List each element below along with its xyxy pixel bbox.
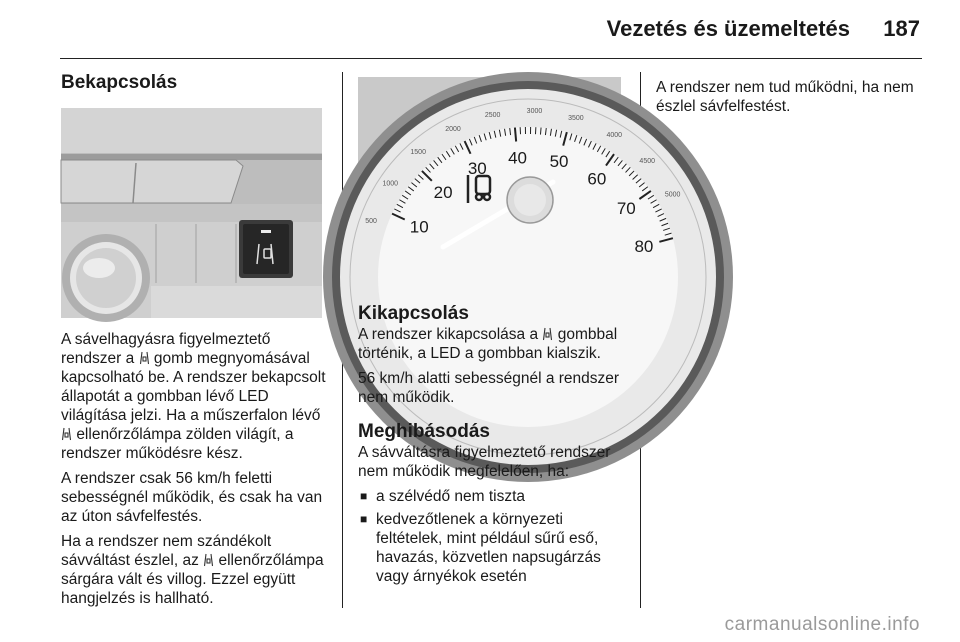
rpm-label: 1000 xyxy=(382,180,399,188)
paragraph xyxy=(358,325,630,363)
speedometer-dial xyxy=(358,77,681,286)
text-run: gombbal történik, a LED a gombban kialszik. xyxy=(358,326,618,362)
column-1 xyxy=(61,72,333,94)
text-run: ellenőrzőlámpa zölden világít, a rendszer működésre kész. xyxy=(61,426,294,462)
text-run: A sávelhagyásra figyelmeztető rendszer a xyxy=(61,331,271,367)
column-1-text xyxy=(61,330,333,614)
page-header xyxy=(0,0,960,62)
text-run: A rendszer kikapcsolása a xyxy=(358,326,539,343)
paragraph: A rendszer csak 56 km/h feletti sebességnél működik, és csak ha van az úton sávfelfestés. xyxy=(61,470,323,525)
speed-tick xyxy=(515,128,516,142)
speed-label: 10 xyxy=(409,217,429,237)
page-number: 187 xyxy=(883,16,920,41)
paragraph xyxy=(61,532,333,608)
heading-kikapcsolas: Kikapcsolás xyxy=(358,303,469,324)
list-item-text: kedvezőtlenek a környezeti feltételek, mint például sűrű eső, havazás, közvetlen napsugárzás vagy árnyékok esetén xyxy=(376,511,601,585)
watermark: carmanualsonline.info xyxy=(724,614,920,635)
column-2-text xyxy=(358,303,630,590)
rpm-label: 2000 xyxy=(445,125,461,133)
lane-departure-icon xyxy=(542,327,553,341)
speed-label: 40 xyxy=(508,148,528,168)
paragraph: A sávváltásra figyelmeztető rendszer nem működik megfelelően, ha: xyxy=(358,444,611,480)
speed-label: 20 xyxy=(433,183,453,203)
rpm-label: 5000 xyxy=(664,191,681,199)
speed-label: 70 xyxy=(616,199,636,219)
header-rule xyxy=(60,58,922,59)
list-item-text: a szélvédő nem tiszta xyxy=(376,488,526,505)
speed-label: 50 xyxy=(549,152,569,172)
list-item xyxy=(358,487,630,506)
paragraph: 56 km/h alatti sebességnél a rendszer nem működik. xyxy=(358,370,620,406)
speed-tick xyxy=(540,128,541,135)
condition-list xyxy=(358,487,630,586)
list-item xyxy=(358,510,630,586)
chapter-title: Vezetés és üzemeltetés xyxy=(606,16,850,41)
bullet-icon: ■ xyxy=(360,489,368,503)
paragraph xyxy=(61,330,333,463)
speed-label: 60 xyxy=(587,169,607,189)
rpm-label: 3500 xyxy=(568,115,584,123)
dashboard-button-photo xyxy=(61,108,322,318)
heading-meghibasodas: Meghibásodás xyxy=(358,421,490,442)
lane-departure-icon xyxy=(139,351,150,365)
text-run: Ha a rendszer nem szándékolt sávváltást észlel, az xyxy=(61,533,272,569)
paragraph: A rendszer nem tud működni, ha nem észlel sávfelfestést. xyxy=(656,79,914,115)
rpm-label: 500 xyxy=(365,217,377,225)
rpm-label: 4500 xyxy=(639,158,656,166)
column-3-text xyxy=(656,78,928,122)
lane-departure-icon xyxy=(203,553,214,567)
rpm-label: 4000 xyxy=(606,132,623,140)
heading-bekapcsolas: Bekapcsolás xyxy=(61,72,178,93)
speed-label: 30 xyxy=(467,159,487,179)
rpm-label: 2500 xyxy=(484,111,501,119)
speed-label: 80 xyxy=(634,236,654,256)
lane-departure-icon xyxy=(61,427,72,441)
rpm-label: 1500 xyxy=(410,149,426,157)
bullet-icon: ■ xyxy=(360,512,368,526)
speedometer-photo xyxy=(358,77,681,286)
rpm-label: 3000 xyxy=(526,108,543,116)
text-run: ellenőrzőlámpa sárgára vált és villog. Ezzel együtt hangjelzés is hallható. xyxy=(61,552,324,607)
text-run: gomb megnyomásával kapcsolható be. A rendszer bekapcsolt állapotát a gombban lévő LED világítása jelzi. Ha a műszerfalon lévő xyxy=(61,350,326,424)
